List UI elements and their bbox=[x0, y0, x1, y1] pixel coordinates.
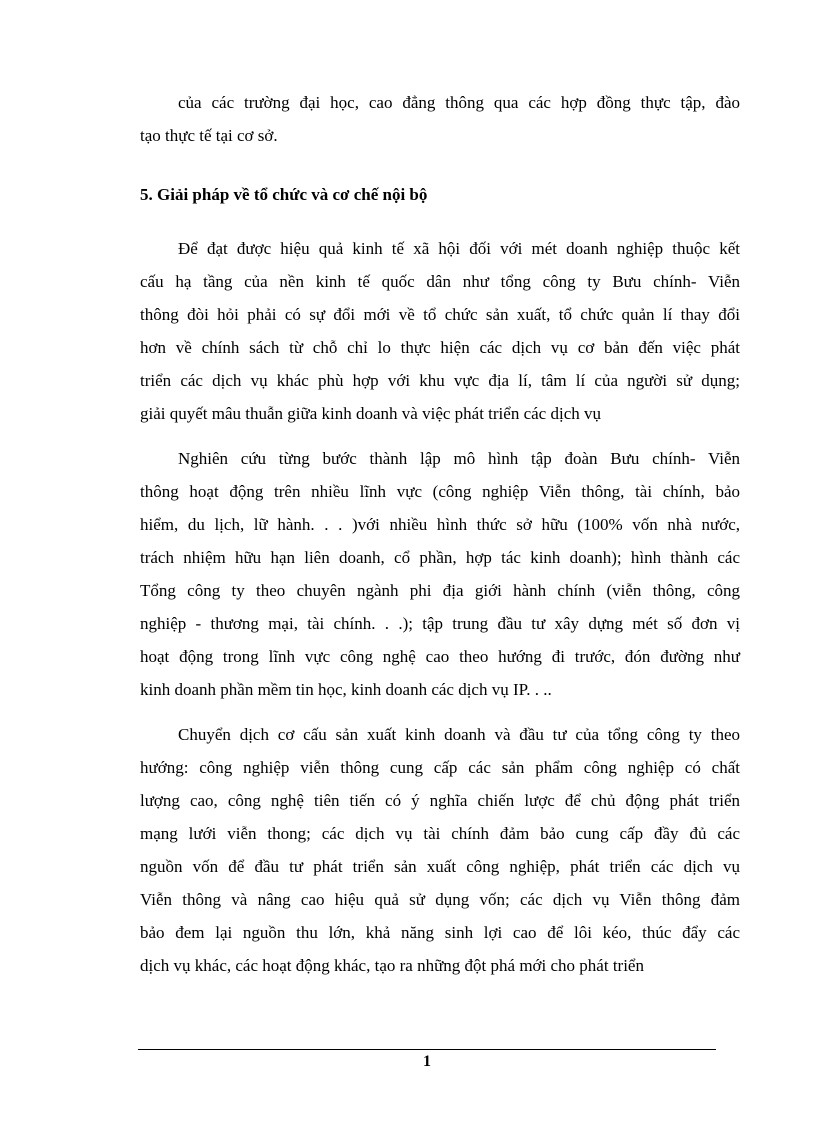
page-body bbox=[140, 86, 740, 982]
paragraph-intro bbox=[140, 86, 740, 152]
text-line: dịch vụ khác, các hoạt động khác, tạo ra những đột phá mới cho phát triển bbox=[140, 956, 644, 975]
text-line: giải quyết mâu thuẫn giữa kinh doanh và việc phát triển các dịch vụ bbox=[140, 404, 601, 423]
page-number: 1 bbox=[423, 1053, 431, 1070]
text-line: kinh doanh phần mềm tin học, kinh doanh các dịch vụ IP. . .. bbox=[140, 680, 552, 699]
paragraph-3 bbox=[140, 718, 740, 982]
text-line: Để đạt được hiệu quả kinh tế xã hội đối với mét doanh nghiệp thuộc kết bbox=[178, 239, 740, 258]
text-line: hoạt động trong lĩnh vực công nghệ cao theo hướng đi trước, đón đường như bbox=[140, 647, 740, 666]
text-line: mạng lưới viễn thong; các dịch vụ tài chính đảm bảo cung cấp đầy đủ các bbox=[140, 824, 740, 843]
text-line: hiểm, du lịch, lữ hành. . . )với nhiều hình thức sở hữu (100% vốn nhà nước, bbox=[140, 515, 740, 534]
text-line: trách nhiệm hữu hạn liên doanh, cổ phần, hợp tác kinh doanh); hình thành các bbox=[140, 548, 740, 567]
text-line: nghiệp - thương mại, tài chính. . .); tập trung đầu tư xây dựng mét số đơn vị bbox=[140, 614, 740, 633]
text-line: lượng cao, công nghệ tiên tiến có ý nghĩa chiến lược để chủ động phát triển bbox=[140, 791, 740, 810]
text-line: thông hoạt động trên nhiều lĩnh vực (công nghiệp Viễn thông, tài chính, bảo bbox=[140, 482, 740, 501]
paragraph-2 bbox=[140, 442, 740, 706]
text-line: triển các dịch vụ khác phù hợp với khu vực địa lí, tâm lí của người sử dụng; bbox=[140, 371, 740, 390]
text-line: của các trường đại học, cao đẳng thông qua các hợp đồng thực tập, đào bbox=[178, 93, 740, 112]
footer-divider bbox=[138, 1049, 716, 1050]
text-line: cấu hạ tầng của nền kinh tế quốc dân như tổng công ty Bưu chính- Viễn bbox=[140, 272, 740, 291]
text-line: Nghiên cứu từng bước thành lập mô hình tập đoàn Bưu chính- Viễn bbox=[178, 449, 740, 468]
text-line: Tổng công ty theo chuyên ngành phi địa giới hành chính (viễn thông, công bbox=[140, 581, 740, 600]
section-heading: 5. Giải pháp về tổ chức và cơ chế nội bộ bbox=[140, 185, 428, 204]
text-line: hơn về chính sách từ chỗ chỉ lo thực hiện các dịch vụ cơ bản đến việc phát bbox=[140, 338, 740, 357]
text-line: nguồn vốn để đầu tư phát triển sản xuất công nghiệp, phát triển các dịch vụ bbox=[140, 857, 740, 876]
paragraph-1 bbox=[140, 232, 740, 430]
text-line: Chuyển dịch cơ cấu sản xuất kinh doanh và đầu tư của tổng công ty theo bbox=[178, 725, 740, 744]
text-line: tạo thực tế tại cơ sở. bbox=[140, 126, 278, 145]
text-line: thông đòi hỏi phải có sự đổi mới về tổ chức sản xuất, tổ chức quản lí thay đổi bbox=[140, 305, 740, 324]
text-line: hướng: công nghiệp viễn thông cung cấp các sản phẩm công nghiệp có chất bbox=[140, 758, 740, 777]
text-line: Viễn thông và nâng cao hiệu quả sử dụng vốn; các dịch vụ Viễn thông đảm bbox=[140, 890, 740, 909]
text-line: bảo đem lại nguồn thu lớn, khả năng sinh lợi cao để lôi kéo, thúc đẩy các bbox=[140, 923, 740, 942]
